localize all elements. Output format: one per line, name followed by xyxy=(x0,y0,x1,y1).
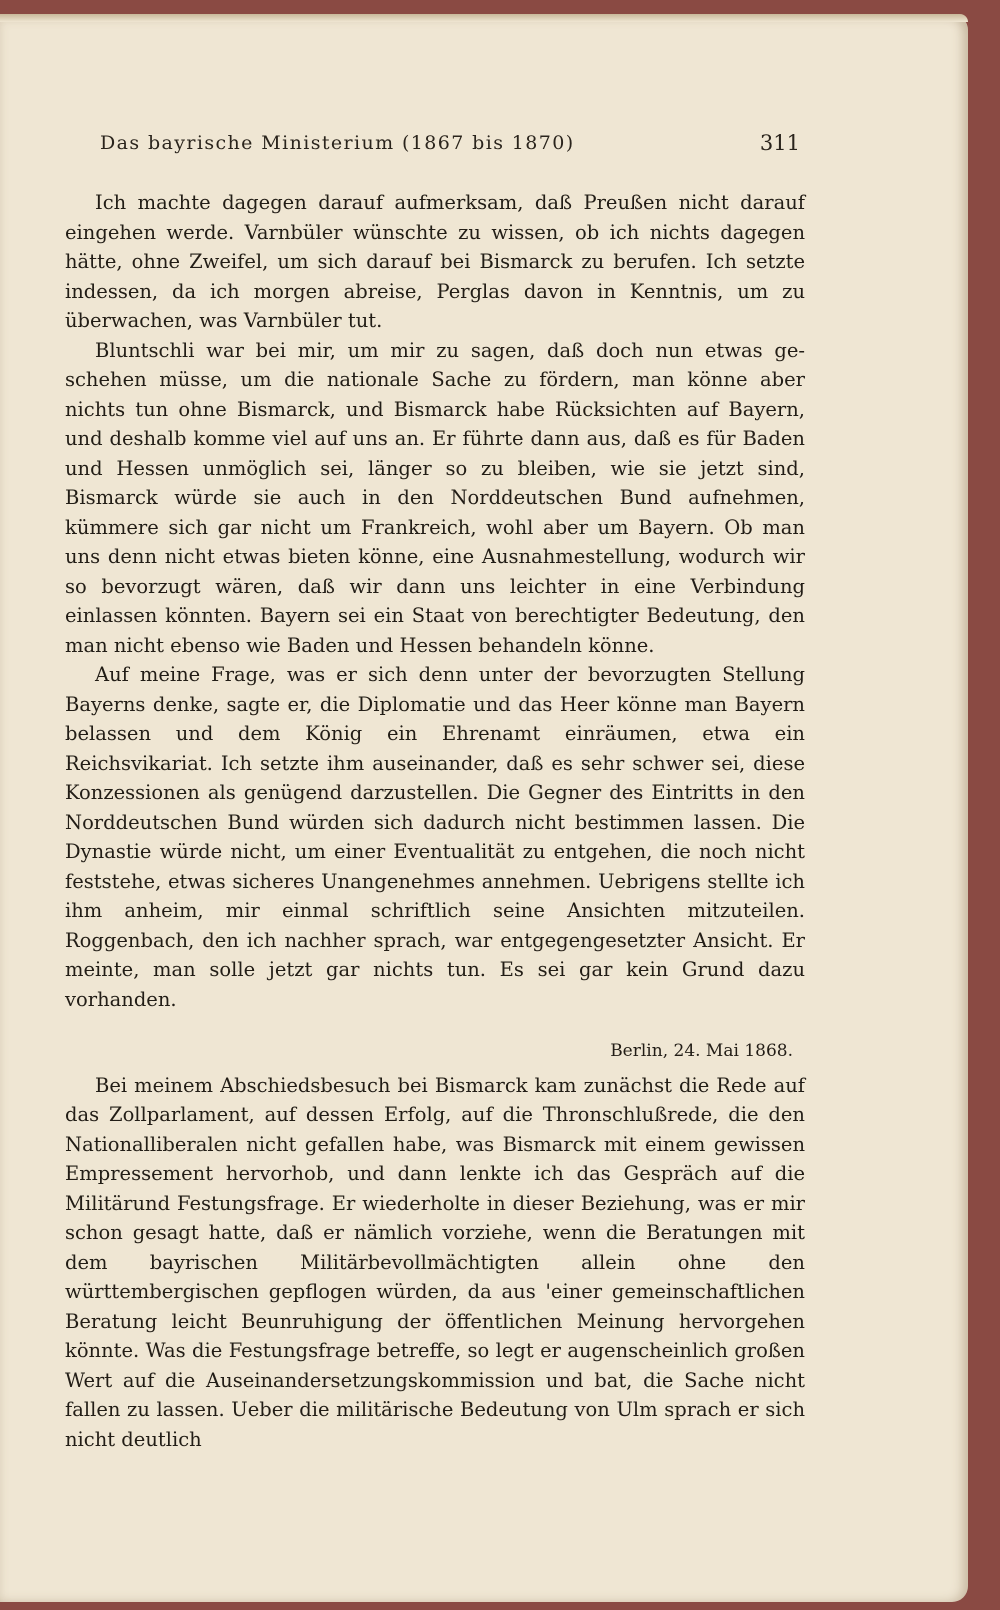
body-text xyxy=(65,188,805,1454)
paragraph-2: Bluntschli war bei mir, um mir zu sagen, daß doch nun etwas geschehen müsse, um die nationale Sache zu fördern, man könne aber nichts tun ohne Bismarck, und Bismarck habe Rücksichten auf Bayern, und deshalb komme viel auf uns an. Er führte dann aus, daß es für Baden und Hessen unmöglich sei, länger so zu bleiben, wie sie jetzt sind, Bismarck würde sie auch in den Norddeutschen Bund aufnehmen, kümmere sich gar nicht um Frankreich, wohl aber um Bayern. Ob man uns denn nicht etwas bieten könne, eine Ausnahmestellung, wodurch wir so bevorzugt wären, daß wir dann uns leichter in eine Verbindung einlassen könnten. Bayern sei ein Staat von berechtigter Bedeutung, den man nicht ebenso wie Baden und Hessen behandeln könne. xyxy=(65,338,805,657)
page-top-edge xyxy=(0,14,968,22)
page-number: 311 xyxy=(759,131,800,155)
running-header xyxy=(100,132,800,162)
paragraph-1: Ich machte dagegen darauf aufmerksam, daß Preußen nicht darauf eingehen werde. Varnbüler wünschte zu wissen, ob ich nichts dagegen hätte, ohne Zweifel, um sich darauf bei Bismarck zu berufen. Ich setzte indessen, da ich morgen abreise, Perglas davon in Kenntnis, um zu überwachen, was Varnbüler tut. xyxy=(65,191,805,332)
paragraph-4: Bei meinem Abschiedsbesuch bei Bismarck kam zunächst die Rede auf das Zollparlament, auf dessen Erfolg, auf die Thronschlußrede, die den Nationalliberalen nicht gefallen habe, was Bismarck mit einem gewissen Empressement hervorhob, und dann lenkte ich das Gespräch auf die Militärund Festungsfrage. Er wiederholte in dieser Beziehung, was er mir schon gesagt hatte, daß er nämlich vorziehe, wenn die Beratungen mit dem bayrischen Militärbevollmächtigten allein ohne den württembergischen gepflogen würden, da aus 'einer gemeinschaftlichen Beratung leicht Beunruhigung der öffentlichen Meinung hervorgehen könnte. Was die Festungsfrage betreffe, so legt er augenscheinlich großen Wert auf die Auseinandersetzungskommission und bat, die Sache nicht fallen zu lassen. Ueber die militärische Bedeutung von Ulm sprach er sich nicht deutlich xyxy=(65,1073,805,1451)
header-title: Das bayrische Ministerium (1867 bis 1870) xyxy=(100,132,575,154)
book-page xyxy=(0,14,968,1602)
paragraph-3: Auf meine Frage, was er sich denn unter der bevorzugten Stellung Bayerns denke, sagte er, die Diplomatie und das Heer könne man Bayern belassen und dem König ein Ehrenamt einräumen, etwa ein Reichsvikariat. Ich setzte ihm auseinander, daß es sehr schwer sei, diese Konzessionen als genügend darzustellen. Die Gegner des Eintritts in den Norddeutschen Bund würden sich dadurch nicht bestimmen lassen. Die Dynastie würde nicht, um einer Eventualität zu entgehen, die noch nicht feststehe, etwas sicheres Unangenehmes annehmen. Uebrigens stellte ich ihm anheim, mir einmal schriftlich seine Ansichten mitzuteilen. Roggenbach, den ich nachher sprach, war entgegengesetzter Ansicht. Er meinte, man solle jetzt gar nichts tun. Es sei gar kein Grund dazu vorhanden. xyxy=(65,663,805,1011)
dateline: Berlin, 24. Mai 1868. xyxy=(610,1041,793,1061)
